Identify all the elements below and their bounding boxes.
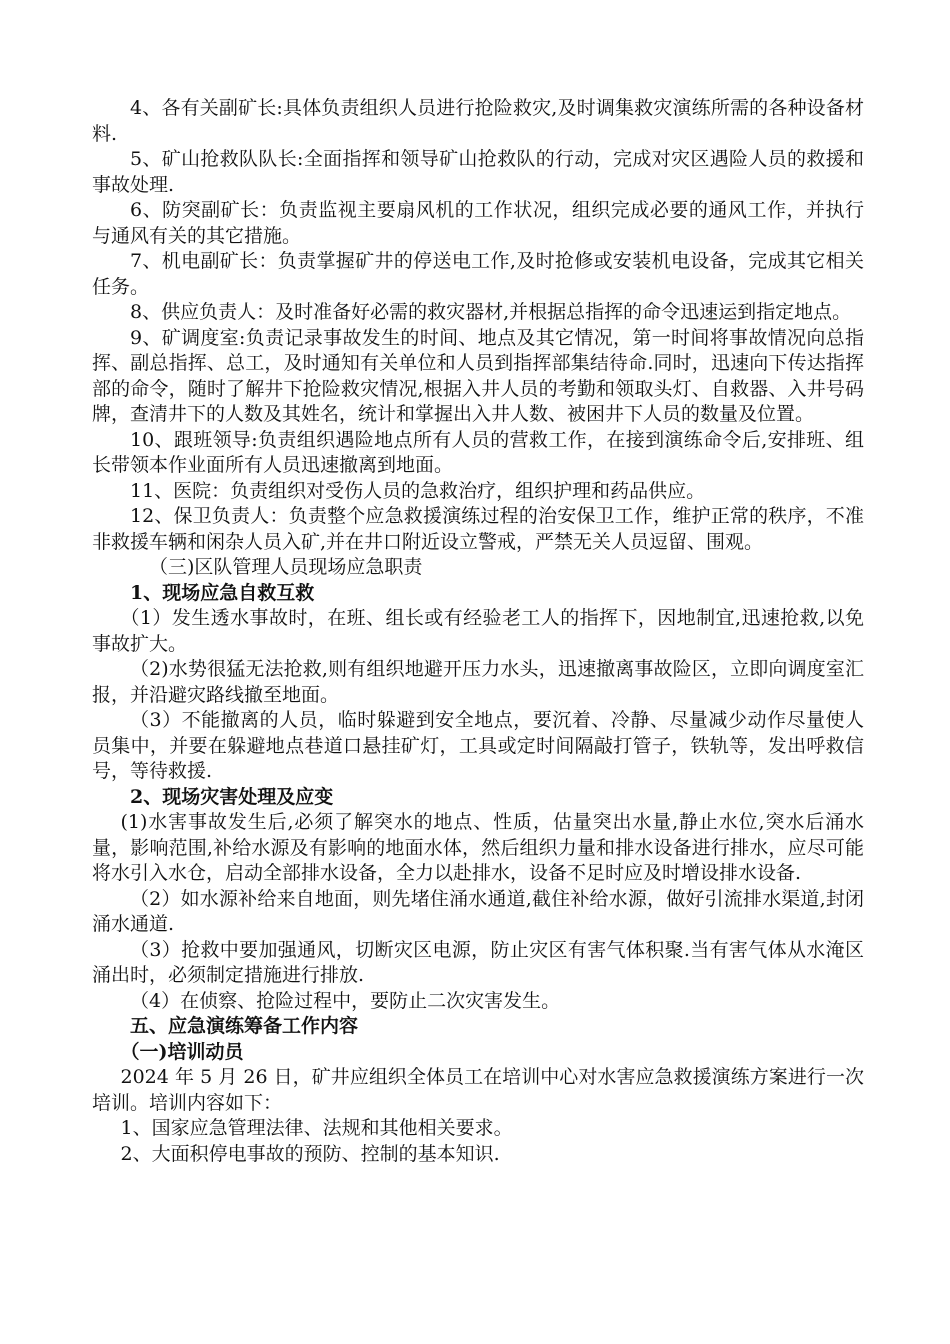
subsection-2-item-4: （4）在侦察、抢险过程中，要防止二次灾害发生。 [130, 989, 561, 1012]
subsection-1-item-2: （2)水势很猛无法抢救,则有组织地避开压力水头，迅速撤离事故险区，立即向调度室汇报，并沿避灾路线撤至地面。 [92, 658, 864, 706]
subsection-2-item-3: （3）抢救中要加强通风，切断灾区电源，防止灾区有害气体积聚.当有害气体从水淹区涌出时，必须制定措施进行排放. [92, 938, 864, 986]
subsection-2-item-1: (1)水害事故发生后,必须了解突水的地点、性质，估量突出水量,静止水位,突水后涌水量，影响范围,补给水源及有影响的地面水体，然后组织力量和排水设备进行排水，应尽可能将水引入水仓，启动全部排水设备，全力以赴排水，设备不足时应及时增设排水设备. [92, 811, 864, 884]
paragraph-supply-manager: 8、供应负责人：及时准备好必需的救灾器材,并根据总指挥的命令迅速运到指定地点。 [130, 301, 852, 323]
training-item-1: 1、国家应急管理法律、法规和其他相关要求。 [120, 1117, 513, 1139]
subsection-2-title: 2、现场灾害处理及应变 [130, 785, 334, 808]
subsection-1-title: 1、现场应急自救互救 [130, 581, 315, 604]
section-5-sub-title: （一)培训动员 [120, 1040, 244, 1063]
paragraph-rescue-team-leader: 5、矿山抢救队队长:全面指挥和领导矿山抢救队的行动，完成对灾区遇险人员的救援和事故处理. [92, 148, 864, 196]
subsection-1-item-3: （3）不能撤离的人员，临时躲避到安全地点，要沉着、冷静、尽量减少动作尽量使人员集中，并要在躲避地点巷道口悬挂矿灯，工具或定时间隔敲打管子，铁轨等，发出呼救信号，等待救援. [92, 709, 864, 782]
section-5-title: 五、应急演练筹备工作内容 [130, 1015, 359, 1037]
subsection-2-item-2: （2）如水源补给来自地面，则先堵住涌水通道,截住补给水源，做好引流排水渠道,封闭涌水通道. [92, 887, 864, 935]
paragraph-hospital: 11、医院：负责组织对受伤人员的急救治疗，组织护理和药品供应。 [130, 479, 706, 502]
paragraph-security-manager: 12、保卫负责人：负责整个应急救援演练过程的治安保卫工作，维护正常的秩序，不准非救援车辆和闲杂人员入矿,并在井口附近设立警戒，严禁无关人员逗留、围观。 [92, 505, 864, 553]
training-intro: 2024 年 5 月 26 日，矿井应组织全体员工在培训中心对水害应急救援演练方案进行一次培训。培训内容如下： [92, 1066, 864, 1114]
paragraph-dispatch-room: 9、矿调度室:负责记录事故发生的时间、地点及其它情况，第一时间将事故情况向总指挥、副总指挥、总工，及时通知有关单位和人员到指挥部集结待命.同时，迅速向下传达指挥部的命令，随时了解井下抢险救灾情况,根据入井人员的考勤和领取头灯、自救器、入井号码牌，查清井下的人数及其姓名，统计和掌握出入井人数、被困井下人员的数量及位置。 [92, 326, 864, 425]
paragraph-deputy-mine-managers: 4、各有关副矿长:具体负责组织人员进行抢险救灾,及时调集救灾演练所需的各种设备材料. [92, 97, 864, 145]
paragraph-electromechanical-deputy: 7、机电副矿长：负责掌握矿井的停送电工作,及时抢修或安装机电设备，完成其它相关任务。 [92, 250, 864, 298]
training-item-2: 2、大面积停电事故的预防、控制的基本知识. [120, 1142, 500, 1165]
paragraph-shift-leader: 10、跟班领导:负责组织遇险地点所有人员的营救工作，在接到演练命令后,安排班、组长带领本作业面所有人员迅速撤离到地面。 [92, 428, 864, 476]
paragraph-ventilation-deputy: 6、防突副矿长：负责监视主要扇风机的工作状况，组织完成必要的通风工作，并执行与通风有关的其它措施。 [92, 199, 864, 247]
subsection-1-item-1: （1）发生透水事故时，在班、组长或有经验老工人的指挥下，因地制宜,迅速抢救,以免事故扩大。 [92, 607, 864, 655]
section-3-title: （三)区队管理人员现场应急职责 [149, 556, 423, 578]
